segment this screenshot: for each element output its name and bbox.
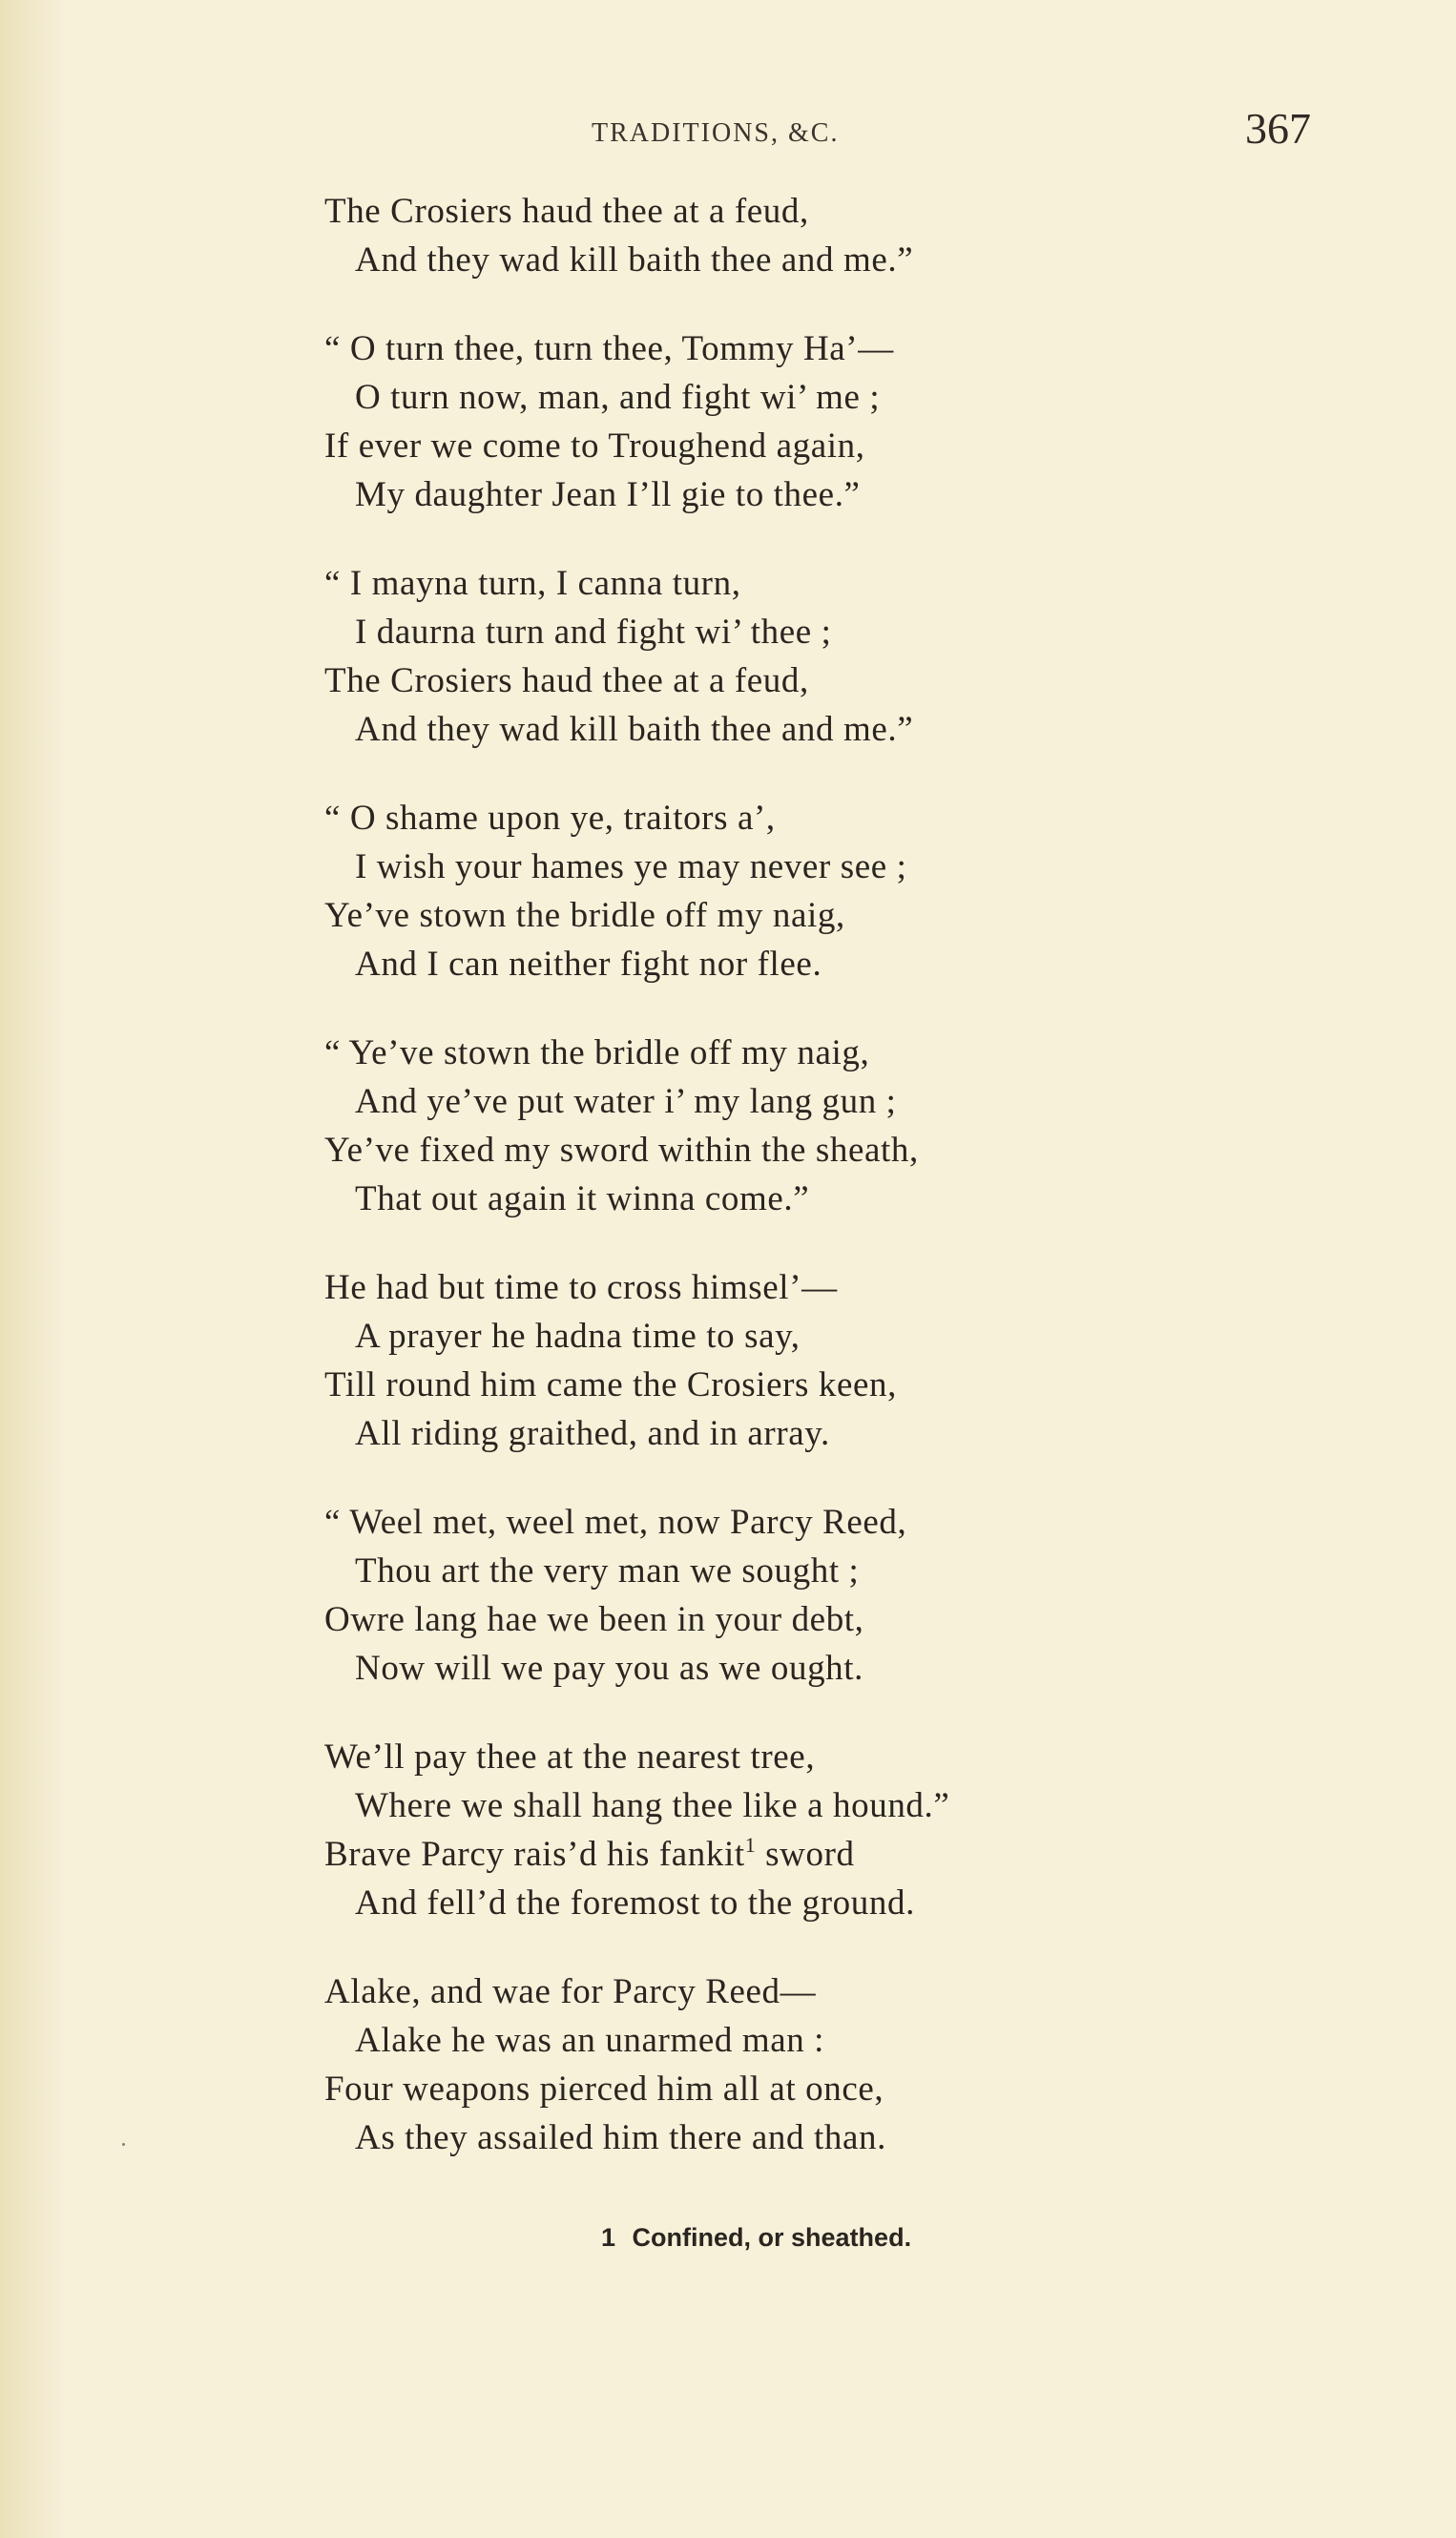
poem-line-text: That out again it winna come.” [355,1179,810,1218]
poem-line-text: Alake he was an unarmed man : [355,2021,825,2060]
poem-line-text: “ Weel met, weel met, now Parcy Reed, [324,1503,907,1542]
poem-line [324,940,1259,988]
poem-line [324,1781,1259,1830]
poem-line [324,187,1259,236]
poem-body [324,187,1259,2202]
poem-line [324,324,1259,373]
poem-line-text: My daughter Jean I’ll gie to thee.” [355,475,861,514]
poem-line-text: Ye’ve fixed my sword within the sheath, [324,1131,919,1170]
poem-line [324,1077,1259,1126]
poem-line-text: Thou art the very man we sought ; [355,1551,860,1591]
poem-line [324,843,1259,891]
poem-line [324,1029,1259,1077]
poem-line-text: We’ll pay thee at the nearest tree, [324,1737,816,1777]
stanza [324,559,1259,754]
poem-line-text: If ever we come to Troughend again, [324,426,865,466]
poem-line-text: Till round him came the Crosiers keen, [324,1365,897,1404]
stanza [324,324,1259,519]
poem-line-text: And they wad kill baith thee and me.” [355,710,914,749]
poem-line-text: “ O shame upon ye, traitors a’, [324,799,776,838]
poem-line-text: Four weapons pierced him all at once, [324,2070,884,2109]
poem-line [324,422,1259,470]
poem-line-text: A prayer he hadna time to say, [355,1317,801,1356]
poem-line-text: And fell’d the foremost to the ground. [355,1883,915,1923]
poem-line-text: O turn now, man, and fight wi’ me ; [355,378,881,417]
poem-line [324,1547,1259,1595]
poem-line [324,1126,1259,1175]
running-title: TRADITIONS, &C. [592,118,840,148]
stanza [324,1263,1259,1458]
poem-line [324,1175,1259,1223]
poem-line-text: Now will we pay you as we ought. [355,1649,864,1688]
poem-line [324,1830,1259,1879]
poem-line [324,236,1259,284]
poem-line [324,891,1259,940]
poem-line-text: I wish your hames ye may never see ; [355,847,907,886]
running-head [0,103,1456,160]
poem-line-text: And I can neither fight nor flee. [355,945,822,984]
poem-line-text: The Crosiers haud thee at a feud, [324,192,809,231]
poem-line [324,656,1259,705]
poem-line [324,373,1259,422]
poem-line [324,1361,1259,1409]
poem-line-text: “ Ye’ve stown the bridle off my naig, [324,1033,870,1072]
poem-line [324,608,1259,656]
stanza [324,1029,1259,1223]
poem-line-text: Brave Parcy rais’d his fankit [324,1835,745,1874]
footnote [601,2223,911,2253]
poem-line-text: “ O turn thee, turn thee, Tommy Ha’— [324,329,894,368]
poem-line-text: And they wad kill baith thee and me.” [355,240,914,280]
poem-line-continuation: sword [756,1835,855,1874]
poem-line [324,1409,1259,1458]
footnote-text: Confined, or sheathed. [632,2223,912,2252]
poem-line-text: He had but time to cross himsel’— [324,1268,838,1307]
stanza [324,1733,1259,1927]
stanza [324,794,1259,988]
poem-line-text: And ye’ve put water i’ my lang gun ; [355,1082,897,1121]
poem-line-text: As they assailed him there and than. [355,2118,886,2157]
footnote-reference: 1 [744,1833,757,1857]
poem-line [324,1498,1259,1547]
poem-line [324,2065,1259,2113]
poem-line [324,1312,1259,1361]
stanza [324,1967,1259,2162]
poem-line-text: Ye’ve stown the bridle off my naig, [324,896,845,935]
poem-line [324,2113,1259,2162]
poem-line-text: Owre lang hae we been in your debt, [324,1600,864,1639]
footnote-number: 1 [601,2223,616,2252]
page-number: 367 [1245,104,1311,153]
poem-line [324,470,1259,519]
poem-line-text: Where we shall hang thee like a hound.” [355,1786,950,1825]
stanza [324,1498,1259,1693]
poem-line [324,794,1259,843]
poem-line-text: I daurna turn and fight wi’ thee ; [355,613,832,652]
poem-line [324,1967,1259,2016]
paper-speck [122,2143,125,2146]
poem-line-text: The Crosiers haud thee at a feud, [324,661,809,700]
poem-line [324,1595,1259,1644]
poem-line [324,1733,1259,1781]
poem-line-text: Alake, and wae for Parcy Reed— [324,1972,817,2011]
poem-line [324,1263,1259,1312]
stanza [324,187,1259,284]
poem-line-text: “ I mayna turn, I canna turn, [324,564,741,603]
poem-line [324,2016,1259,2065]
poem-line-text: All riding graithed, and in array. [355,1414,830,1453]
poem-line [324,705,1259,754]
poem-line [324,559,1259,608]
poem-line [324,1879,1259,1927]
poem-line [324,1644,1259,1693]
